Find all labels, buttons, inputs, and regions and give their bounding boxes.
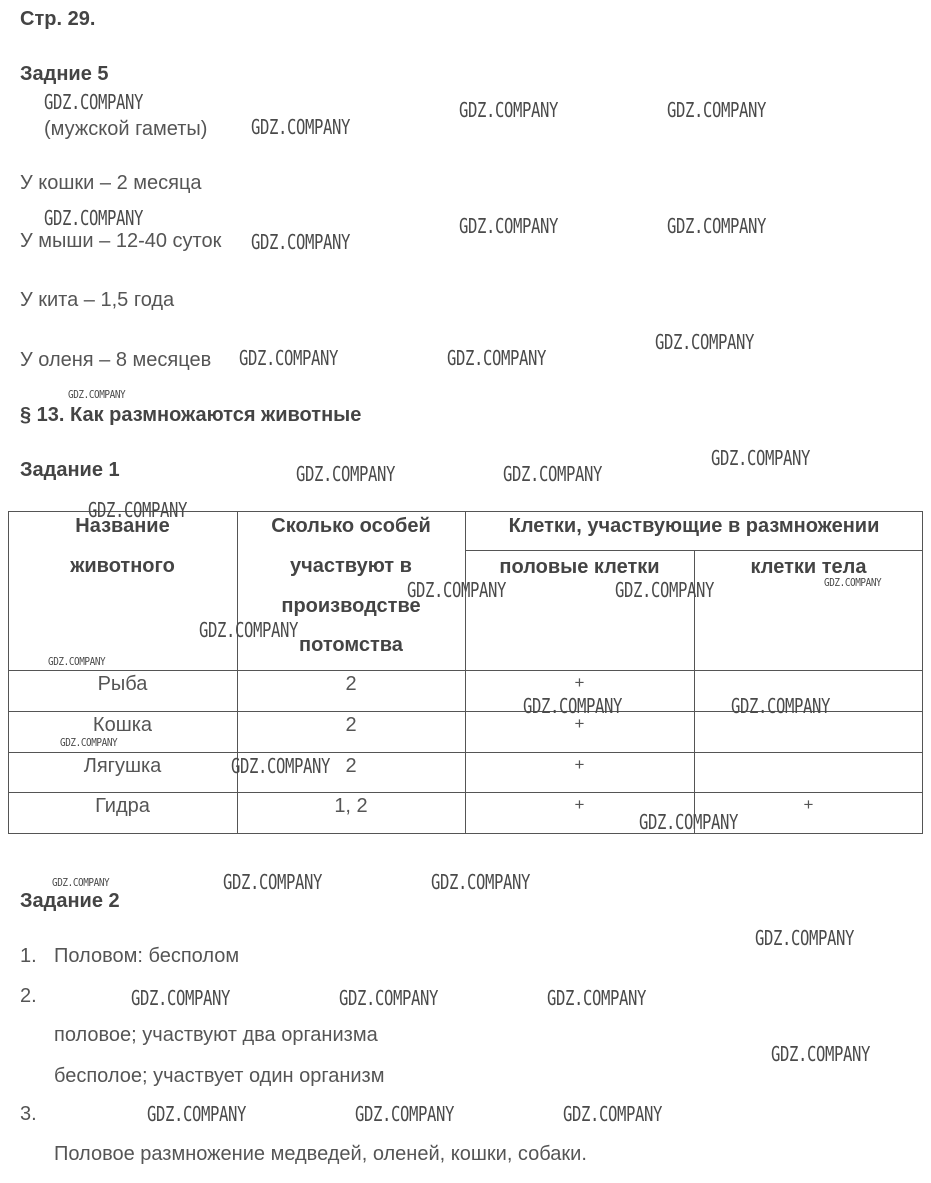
task2-item2-sexual: половое; участвуют два организма: [54, 1024, 378, 1046]
header-cells-group: Клетки, участвующие в размножении: [508, 515, 880, 537]
row-hydra-sex: +: [574, 795, 585, 814]
header-count-line1: Сколько особей: [271, 515, 431, 537]
task2-item3: Половое размножение медведей, оленей, кошки, собаки.: [54, 1143, 587, 1165]
watermark: GDZ.COMPANY: [44, 90, 144, 114]
row-frog-count: 2: [345, 755, 357, 777]
watermark: GDZ.COMPANY: [131, 986, 231, 1010]
row-frog-animal: Лягушка: [83, 755, 162, 777]
watermark: GDZ.COMPANY: [459, 214, 559, 238]
watermark: GDZ.COMPANY: [711, 446, 811, 470]
task2-item2-asexual: бесполое; участвует один организм: [54, 1065, 385, 1087]
watermark: GDZ.COMPANY: [239, 346, 339, 370]
watermark: GDZ.COMPANY: [615, 578, 715, 602]
watermark: GDZ.COMPANY: [60, 736, 118, 749]
watermark: GDZ.COMPANY: [667, 98, 767, 122]
watermark: GDZ.COMPANY: [731, 694, 831, 718]
task2-title: Задание 2: [20, 890, 120, 912]
header-count-line3: производстве: [281, 595, 421, 617]
watermark: GDZ.COMPANY: [199, 618, 299, 642]
watermark: GDZ.COMPANY: [824, 576, 882, 589]
male-gamete-text: (мужской гаметы): [44, 118, 208, 140]
row-frog-sex: +: [574, 755, 585, 774]
task2-number-1: 1.: [20, 945, 37, 967]
watermark: GDZ.COMPANY: [547, 986, 647, 1010]
task5-line-deer: У оленя – 8 месяцев: [20, 349, 212, 371]
watermark: GDZ.COMPANY: [339, 986, 439, 1010]
watermark: GDZ.COMPANY: [523, 694, 623, 718]
watermark: GDZ.COMPANY: [407, 578, 507, 602]
row-hydra-body: +: [803, 795, 814, 814]
watermark: GDZ.COMPANY: [459, 98, 559, 122]
watermark: GDZ.COMPANY: [563, 1102, 663, 1126]
watermark: GDZ.COMPANY: [68, 388, 126, 401]
row-cat-sex: +: [574, 714, 585, 733]
header-count-line4: потомства: [299, 634, 403, 656]
watermark: GDZ.COMPANY: [355, 1102, 455, 1126]
watermark: GDZ.COMPANY: [655, 330, 755, 354]
page-label: Стр. 29.: [20, 8, 96, 30]
watermark: GDZ.COMPANY: [147, 1102, 247, 1126]
row-cat-count: 2: [345, 714, 357, 736]
watermark: GDZ.COMPANY: [48, 655, 106, 668]
watermark: GDZ.COMPANY: [771, 1042, 871, 1066]
watermark: GDZ.COMPANY: [296, 462, 396, 486]
row-hydra-count: 1, 2: [334, 795, 368, 817]
row-fish-count: 2: [345, 673, 357, 695]
task1-title: Задание 1: [20, 459, 120, 481]
row-cat-animal: Кошка: [92, 714, 153, 736]
watermark: GDZ.COMPANY: [431, 870, 531, 894]
watermark: GDZ.COMPANY: [447, 346, 547, 370]
watermark: GDZ.COMPANY: [639, 810, 739, 834]
watermark: GDZ.COMPANY: [231, 754, 331, 778]
watermark: GDZ.COMPANY: [223, 870, 323, 894]
row-hydra-animal: Гидра: [95, 795, 150, 817]
row-fish-sex: +: [574, 673, 585, 692]
task5-title: Задние 5: [20, 63, 109, 85]
row-fish-animal: Рыба: [97, 673, 148, 695]
header-animal-line2: животного: [70, 555, 175, 577]
watermark: GDZ.COMPANY: [755, 926, 855, 950]
task2-item1: Половом: бесполом: [54, 945, 240, 967]
watermark: GDZ.COMPANY: [503, 462, 603, 486]
task5-line-mouse: У мыши – 12-40 суток: [20, 230, 222, 252]
section-title: § 13. Как размножаются животные: [20, 404, 362, 426]
header-body-cells: клетки тела: [750, 556, 867, 578]
watermark: GDZ.COMPANY: [667, 214, 767, 238]
task2-number-3: 3.: [20, 1103, 37, 1125]
watermark: GDZ.COMPANY: [52, 876, 110, 889]
watermark: GDZ.COMPANY: [88, 498, 188, 522]
watermark: GDZ.COMPANY: [251, 230, 351, 254]
task5-line-whale: У кита – 1,5 года: [20, 289, 175, 311]
watermark: GDZ.COMPANY: [44, 206, 144, 230]
header-animal-line1: Название: [75, 515, 170, 537]
header-count-line2: участвуют в: [290, 555, 412, 577]
watermark: GDZ.COMPANY: [251, 115, 351, 139]
task5-line-cat: У кошки – 2 месяца: [20, 172, 202, 194]
task2-number-2: 2.: [20, 985, 37, 1007]
header-sex-cells: половые клетки: [499, 556, 660, 578]
